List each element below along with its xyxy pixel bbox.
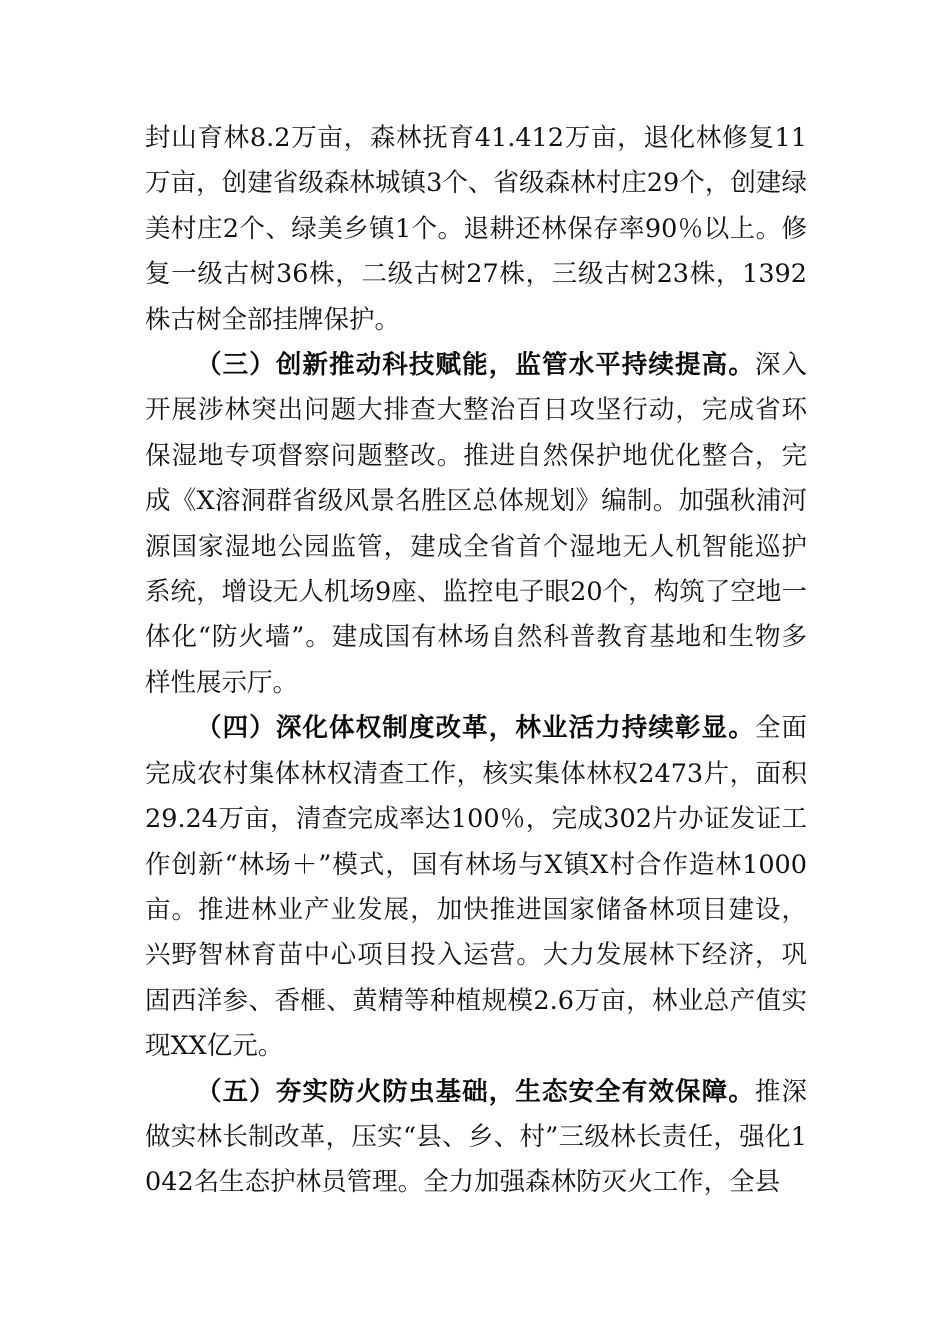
document-body bbox=[145, 116, 807, 1206]
paragraph-section-5 bbox=[145, 1070, 807, 1206]
paragraph-text: 推深做实林长制改革，压实“县、乡、村”三级林长责任，强化1042名生态护林员管理。全力加强森林防灭火工作，全县 bbox=[145, 1076, 807, 1198]
paragraph-section-4 bbox=[145, 706, 807, 1069]
paragraph-section-3 bbox=[145, 343, 807, 706]
paragraph-continuation bbox=[145, 116, 807, 343]
paragraph-text: 全面完成农村集体林权清查工作，核实集体林权2473片，面积29.24万亩，清查完成率达100％，完成302片办证发证工作创新“林场＋”模式，国有林场与X镇X村合作造林1000亩。推进林业产业发展，加快推进国家储备林项目建设，兴野智林育苗中心项目投入运营。大力发展林下经济，巩固西洋参、香榧、黄精等种植规模2.6万亩，林业总产值实现XX亿元。 bbox=[145, 713, 807, 1062]
paragraph-text: 深入开展涉林突出问题大排查大整治百日攻坚行动，完成省环保湿地专项督察问题整改。推进自然保护地优化整合，完成《X溶洞群省级风景名胜区总体规划》编制。加强秋浦河源国家湿地公园监管，建成全省首个湿地无人机智能巡护系统，增设无人机场9座、监控电子眼20个，构筑了空地一体化“防火墙”。建成国有林场自然科普教育基地和生物多样性展示厅。 bbox=[145, 350, 807, 698]
section-heading: （三）创新推动科技赋能，监管水平持续提高。 bbox=[196, 350, 755, 381]
section-heading: （五）夯实防火防虫基础，生态安全有效保障。 bbox=[196, 1076, 755, 1107]
section-heading: （四）深化体权制度改革，林业活力持续彰显。 bbox=[196, 713, 755, 744]
paragraph-text: 封山育林8.2万亩，森林抚育41.412万亩，退化林修复11万亩，创建省级森林城镇3个、省级森林村庄29个，创建绿美村庄2个、绿美乡镇1个。退耕还林保存率90％以上。修复一级古树36株，二级古树27株，三级古树23株，1392株古树全部挂牌保护。 bbox=[145, 123, 807, 335]
